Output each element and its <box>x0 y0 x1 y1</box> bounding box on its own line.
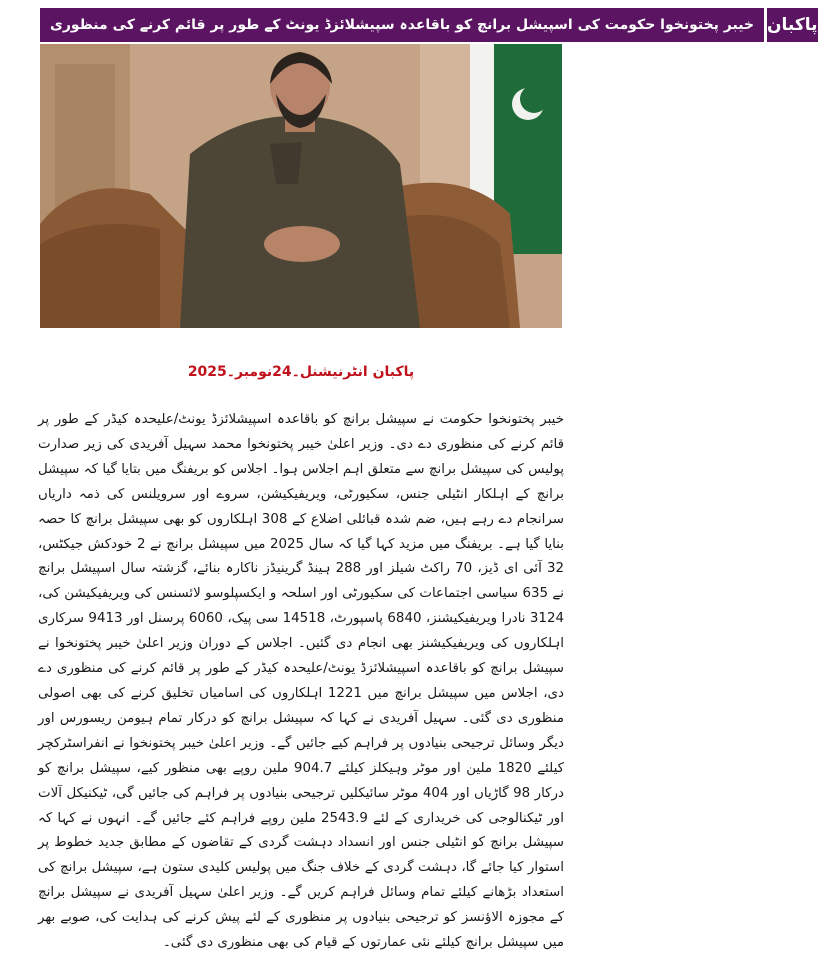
person-hands <box>264 226 340 262</box>
photo-illustration <box>40 44 562 328</box>
dateline: پاکبان انٹرنیشنل۔24نومبر۔2025 <box>187 364 415 380</box>
article-body <box>38 408 564 956</box>
header-bar <box>40 8 818 42</box>
brand-logo: پاکبان <box>764 8 818 42</box>
headline: خیبر پختونخوا حکومت کی اسپیشل برانچ کو باقاعدہ سپیشلائزڈ یونٹ کے طور پر قائم کرنے کی منظوری <box>40 8 764 42</box>
article-paragraph: خیبر پختونخوا حکومت نے سپیشل برانچ کو باقاعدہ اسپیشلائزڈ یونٹ/علیحدہ کیڈر کے طور پر قائم کرنے کی منظوری دے دی۔ وزیر اعلیٰ خیبر پختونخوا محمد سہیل آفریدی کی زیر صدارت پولیس کی سپیشل برانچ سے متعلق اہم اجلاس ہوا۔ اجلاس کو بریفنگ میں بتایا گیا کہ سپیشل برانچ کے اہلکار انٹیلی جنس، سکیورٹی، ویریفیکیشن، سروے اور سرویلنس کی ذمہ داریاں سرانجام دے رہے ہیں، ضم شدہ قبائلی اضلاع کے 308 اہلکاروں کو بھی سپیشل برانچ کا حصہ بنایا گیا ہے۔ بریفنگ میں مزید کہا گیا کہ سال 2025 میں سپیشل برانچ نے 2 خودکش جیکٹس، 32 آئی ای ڈیز، 70 راکٹ شیلز اور 288 ہینڈ گرینیڈز ناکارہ بنائے، گزشتہ سال اسپیشل برانچ نے 635 سیاسی اجتماعات کی سکیورٹی اور اسلحہ و ایکسپلوسو لائسنس کی ویریفیکیشن کی، 3124 نادرا ویریفیکیشنز، 6840 پاسپورٹ، 14518 سی پیک، 6060 پرسنل اور 9413 سرکاری اہلکاروں کی ویریفیکیشنز بھی انجام دی گئیں۔ اجلاس کے دوران وزیر اعلیٰ خیبر پختونخوا نے سپیشل برانچ کو باقاعدہ اسپیشلائزڈ یونٹ/علیحدہ کیڈر کے طور پر قائم کرنے کی منظوری دے دی، اجلاس میں سپیشل برانچ میں 1221 اہلکاروں کی اسامیاں تخلیق کرنے کی بھی اصولی منظوری دی گئی۔ سہیل آفریدی نے کہا کہ سپیشل برانچ کو درکار تمام ہیومن ریسورس اور دیگر وسائل ترجیحی بنیادوں پر فراہم کیے جائیں گے۔ وزیر اعلیٰ خیبر پختونخوا نے انفراسٹرکچر کیلئے 1820 ملین اور موٹر وہیکلز کیلئے 904.7 ملین روپے بھی منظور کیے، سپیشل برانچ کو درکار 98 گاڑیاں اور 404 موٹر سائیکلیں ترجیحی بنیادوں پر فراہم کی جائیں گی، ٹیکنیکل آلات اور ٹیکنالوجی کی خریداری کے لئے 2543.9 ملین روپے فراہم کئے جائیں گے۔ انہوں نے کہا کہ سپیشل برانچ کو انٹیلی جنس اور انسداد دہشت گردی کے تقاضوں کے مطابق جدید خطوط پر استوار کیا جائے گا، دہشت گردی کے خلاف جنگ میں پولیس کلیدی ستون ہے، سپیشل برانچ کی استعداد بڑھانے کیلئے تمام وسائل فراہم کریں گے۔ وزیر اعلیٰ سہیل آفریدی نے سپیشل برانچ کے مجوزہ الاؤنسز کو ترجیحی بنیادوں پر منظوری کے لئے پیش کرنے کی ہدایت کی، صوبے بھر میں سپیشل برانچ کیلئے نئی عمارتوں کے قیام کی بھی منظوری دی گئی۔ <box>38 412 565 951</box>
article-photo <box>40 44 562 328</box>
